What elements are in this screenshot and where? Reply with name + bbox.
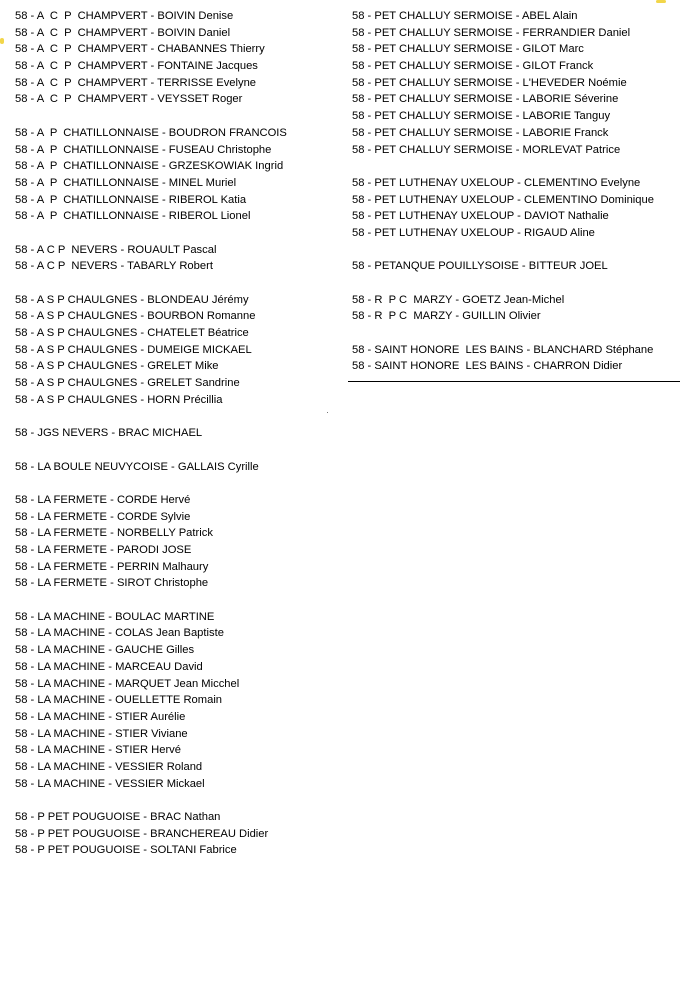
player-entry: 58 - LA MACHINE - OUELLETTE Romain [15,694,223,707]
player-entry: 58 - P PET POUGUOISE - BRANCHEREAU Didier [15,827,269,840]
player-entry: 58 - PET CHALLUY SERMOISE - FERRANDIER Daniel [352,26,631,39]
player-entry: 58 - A C P CHAMPVERT - CHABANNES Thierry [15,43,265,56]
club-group [352,8,682,158]
player-entry: 58 - LA MACHINE - STIER Aurélie [15,710,186,723]
player-entry: 58 - A C P NEVERS - TABARLY Robert [15,260,213,273]
club-group [15,125,335,225]
player-entry: 58 - SAINT HONORE LES BAINS - BLANCHARD Stéphane [352,343,654,356]
player-entry: 58 - A P CHATILLONNAISE - MINEL Muriel [15,176,237,189]
player-entry: 58 - A S P CHAULGNES - HORN Précillia [15,393,223,406]
player-entry: 58 - PET CHALLUY SERMOISE - LABORIE Franck [352,126,609,139]
player-entry: 58 - PET LUTHENAY UXELOUP - DAVIOT Nathalie [352,210,609,223]
club-group [15,8,335,108]
group-spacer [15,225,335,242]
player-entry: 58 - PET CHALLUY SERMOISE - GILOT Franck [352,60,594,73]
player-entry: 58 - PET LUTHENAY UXELOUP - CLEMENTINO Evelyne [352,176,641,189]
club-group [15,459,335,476]
decorative-mark-top-right [656,0,666,3]
player-entry: 58 - LA FERMETE - PARODI JOSE [15,544,192,556]
group-spacer [352,242,682,259]
player-entry: 58 - R P C MARZY - GOETZ Jean-Michel [352,293,565,306]
player-entry: 58 - PET CHALLUY SERMOISE - ABEL Alain [352,10,578,22]
decorative-mark-left [0,38,4,44]
group-spacer [352,325,682,342]
player-entry: 58 - LA MACHINE - GAUCHE Gilles [15,644,195,657]
player-entry: 58 - PETANQUE POUILLYSOISE - BITTEUR JOEL [352,260,608,273]
player-entry: 58 - LA MACHINE - STIER Viviane [15,727,188,740]
group-spacer [15,108,335,125]
right-column-divider [348,381,680,382]
player-entry: 58 - LA FERMETE - CORDE Sylvie [15,510,191,523]
player-entry: 58 - PET CHALLUY SERMOISE - MORLEVAT Patrice [352,143,621,156]
club-group [15,492,335,592]
group-spacer [15,442,335,459]
stray-mark [327,412,328,413]
player-entry: 58 - PET CHALLUY SERMOISE - LABORIE Tanguy [352,110,611,123]
player-entry: 58 - LA FERMETE - SIROT Christophe [15,577,209,590]
club-group [15,242,335,275]
player-entry: 58 - P PET POUGUOISE - SOLTANI Fabrice [15,844,237,857]
player-entry: 58 - JGS NEVERS - BRAC MICHAEL [15,427,203,440]
player-entry: 58 - A S P CHAULGNES - BLONDEAU Jérémy [15,293,249,306]
player-entry: 58 - PET CHALLUY SERMOISE - GILOT Marc [352,43,584,56]
club-group [352,342,682,375]
player-entry: 58 - A C P CHAMPVERT - BOIVIN Denise [15,10,234,22]
left-column [15,8,335,859]
player-entry: 58 - LA FERMETE - NORBELLY Patrick [15,527,213,540]
group-spacer [352,275,682,292]
player-entry: 58 - PET LUTHENAY UXELOUP - CLEMENTINO Dominique [352,193,654,206]
player-entry: 58 - A S P CHAULGNES - GRELET Mike [15,360,219,373]
club-group [352,292,682,325]
club-group [15,292,335,409]
player-entry: 58 - A S P CHAULGNES - DUMEIGE MICKAEL [15,343,252,356]
group-spacer [15,475,335,492]
player-entry: 58 - LA MACHINE - COLAS Jean Baptiste [15,627,224,640]
player-entry: 58 - A C P CHAMPVERT - BOIVIN Daniel [15,26,231,39]
group-spacer [15,592,335,609]
player-entry: 58 - SAINT HONORE LES BAINS - CHARRON Didier [352,360,623,373]
player-entry: 58 - LA MACHINE - VESSIER Mickael [15,777,205,790]
player-entry: 58 - LA BOULE NEUVYCOISE - GALLAIS Cyrille [15,460,259,473]
group-spacer [15,792,335,809]
player-entry: 58 - A P CHATILLONNAISE - RIBEROL Lionel [15,210,251,223]
player-entry: 58 - A C P NEVERS - ROUAULT Pascal [15,243,217,256]
player-entry: 58 - LA FERMETE - CORDE Hervé [15,493,191,506]
player-entry: 58 - A S P CHAULGNES - BOURBON Romanne [15,310,256,323]
player-entry: 58 - LA MACHINE - VESSIER Roland [15,760,203,773]
player-entry: 58 - PET LUTHENAY UXELOUP - RIGAUD Aline [352,226,595,239]
player-entry: 58 - LA FERMETE - PERRIN Malhaury [15,560,209,573]
group-spacer [15,409,335,426]
player-entry: 58 - P PET POUGUOISE - BRAC Nathan [15,811,221,823]
player-entry: 58 - A P CHATILLONNAISE - GRZESKOWIAK Ingrid [15,160,284,173]
player-entry: 58 - LA MACHINE - BOULAC MARTINE [15,610,215,623]
player-entry: 58 - LA MACHINE - STIER Hervé [15,744,181,757]
player-entry: 58 - LA MACHINE - MARCEAU David [15,660,203,673]
player-entry: 58 - A P CHATILLONNAISE - FUSEAU Christophe [15,143,272,156]
player-entry: 58 - A C P CHAMPVERT - FONTAINE Jacques [15,60,258,73]
club-group [352,175,682,242]
club-group [15,609,335,793]
club-group [352,258,682,275]
player-entry: 58 - A P CHATILLONNAISE - RIBEROL Katia [15,193,247,206]
player-entry: 58 - LA MACHINE - MARQUET Jean Micchel [15,677,240,690]
group-spacer [15,275,335,292]
player-entry: 58 - A C P CHAMPVERT - TERRISSE Evelyne [15,76,257,89]
player-entry: 58 - PET CHALLUY SERMOISE - L'HEVEDER Noémie [352,76,627,89]
player-entry: 58 - PET CHALLUY SERMOISE - LABORIE Séverine [352,93,619,106]
player-entry: 58 - A C P CHAMPVERT - VEYSSET Roger [15,93,243,106]
group-spacer [352,158,682,175]
player-entry: 58 - A S P CHAULGNES - GRELET Sandrine [15,377,240,390]
right-column [352,8,682,375]
player-entry: 58 - A P CHATILLONNAISE - BOUDRON FRANCOIS [15,126,287,139]
player-entry: 58 - R P C MARZY - GUILLIN Olivier [352,310,541,323]
club-group [15,809,335,859]
club-group [15,425,335,442]
player-entry: 58 - A S P CHAULGNES - CHATELET Béatrice [15,327,249,340]
